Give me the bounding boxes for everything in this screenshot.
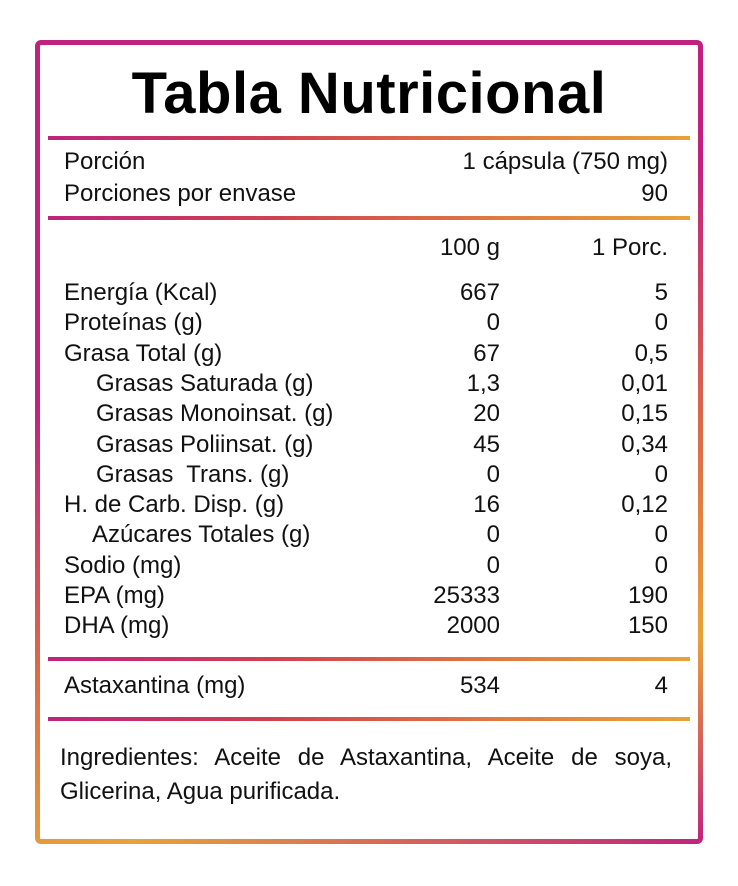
nutrient-label: Grasas Poliinsat. (g): [96, 430, 314, 458]
nutrient-row: [64, 581, 668, 611]
nutrient-label: Azúcares Totales (g): [92, 521, 311, 549]
divider: [48, 136, 690, 140]
nutrient-row: [64, 308, 668, 338]
nutrient-per-serving: 150: [627, 612, 668, 640]
nutrient-row: [64, 551, 668, 581]
ingredients-text: Ingredientes: Aceite de Astaxantina, Aceite de soya, Glicerina, Agua purificada.: [60, 744, 672, 805]
nutrient-row: [64, 490, 668, 520]
nutrient-label: Sodio (mg): [64, 551, 182, 579]
nutrient-per-100g: 25333: [433, 582, 500, 609]
nutrient-label: DHA (mg): [64, 612, 170, 640]
nutrient-per-100g: 1,3: [466, 369, 500, 397]
nutrient-row: [64, 339, 668, 369]
nutrient-per-serving: 0,5: [634, 339, 668, 367]
nutrient-row: [64, 460, 668, 490]
nutrient-per-serving: 0,12: [621, 491, 668, 519]
nutrient-per-serving: 0,01: [621, 369, 668, 397]
nutrient-per-serving: 0: [654, 551, 668, 579]
page-title: Tabla Nutricional: [131, 61, 607, 126]
nutrient-per-serving: 0: [654, 309, 668, 337]
nutrient-label: Grasas Monoinsat. (g): [96, 400, 334, 428]
nutrient-per-100g: 20: [473, 400, 500, 428]
divider: [48, 657, 690, 661]
nutrient-row: [64, 520, 668, 550]
divider: [48, 717, 690, 721]
nutrient-row: [64, 611, 668, 641]
column-header-per-serving: 1 Porc.: [591, 234, 668, 261]
nutrient-row: [64, 278, 668, 308]
nutrient-per-serving: 5: [654, 279, 668, 306]
nutrient-label: H. de Carb. Disp. (g): [64, 491, 285, 519]
serving-size-label: Porción: [64, 148, 146, 175]
nutrient-per-100g: 0: [486, 309, 500, 337]
nutrient-per-100g: 45: [473, 430, 500, 458]
servings-per-container-label: Porciones por envase: [64, 180, 297, 207]
servings-per-container-row: [64, 179, 668, 209]
nutrient-per-serving: 0,15: [621, 400, 668, 428]
nutrient-per-100g: 67: [473, 339, 500, 367]
astaxanthin-per-serving: 4: [654, 672, 668, 699]
divider: [48, 216, 690, 220]
nutrient-label: Grasa Total (g): [64, 339, 223, 367]
nutrient-per-serving: 0,34: [621, 430, 668, 458]
nutrient-row: [64, 369, 668, 399]
astaxanthin-per-100g: 534: [459, 672, 500, 699]
nutrient-per-100g: 0: [486, 460, 500, 488]
astaxanthin-label: Astaxantina (mg): [64, 672, 246, 699]
nutrient-per-serving: 0: [654, 521, 668, 549]
nutrient-label: EPA (mg): [64, 582, 165, 609]
nutrient-per-100g: 0: [486, 521, 500, 549]
nutrient-label: Proteínas (g): [64, 309, 203, 337]
nutrient-label: Grasas Saturada (g): [96, 369, 314, 397]
column-header-per-100g: 100 g: [439, 234, 500, 261]
nutrition-table-frame: [35, 40, 703, 844]
column-header-row: [64, 233, 668, 263]
nutrient-per-serving: 190: [627, 582, 668, 609]
serving-size-row: [64, 147, 668, 177]
nutrient-label: Energía (Kcal): [64, 279, 218, 306]
nutrient-per-100g: 667: [459, 279, 500, 306]
nutrient-row: [64, 430, 668, 460]
serving-size-value: 1 cápsula (750 mg): [462, 148, 668, 175]
nutrient-per-100g: 16: [473, 491, 500, 519]
nutrient-row: [64, 399, 668, 429]
nutrient-per-100g: 2000: [446, 612, 500, 640]
nutrient-label: Grasas Trans. (g): [96, 460, 290, 488]
nutrient-per-serving: 0: [654, 460, 668, 488]
nutrient-per-100g: 0: [486, 551, 500, 579]
servings-per-container-value: 90: [641, 180, 668, 207]
astaxanthin-row: [64, 671, 668, 701]
